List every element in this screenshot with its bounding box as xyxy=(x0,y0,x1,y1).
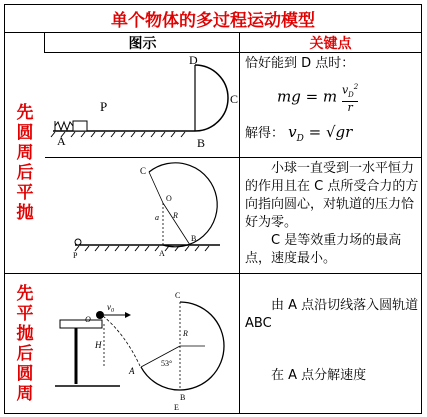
section-label-circle-then-projectile: 先 圆 周 后 平 抛 xyxy=(5,53,45,273)
label-A: A xyxy=(57,134,66,148)
header-figure: 图示 xyxy=(45,33,240,53)
label-a: a xyxy=(155,213,159,222)
figure-loop-horizontal-force xyxy=(45,158,239,272)
label-O: O xyxy=(85,315,91,324)
label-R: R xyxy=(173,211,178,220)
section-label-projectile-then-circle: 先 平 抛 后 圆 周 xyxy=(5,274,45,413)
row2-paragraph-1: 小球一直受到一水平恒力的作用且在 C 点所受合力的方向指向圆心，对轨道的压力恰好为零。 xyxy=(245,161,419,230)
label-v0: $v_0$ xyxy=(107,302,114,314)
header-key-points: 关键点 xyxy=(240,33,421,53)
figure-projectile-into-arc xyxy=(45,274,239,413)
label-angle: 53° xyxy=(161,359,173,368)
label-P: P xyxy=(73,251,78,260)
grid-line xyxy=(239,33,240,413)
row1-line1: 恰好能到 D 点时： xyxy=(245,56,355,71)
row3-line1: 由 A 点沿切线落入圆轨道 ABC xyxy=(245,298,419,331)
label-B: B xyxy=(180,393,186,402)
model-table xyxy=(4,4,422,414)
label-P: P xyxy=(100,99,108,114)
label-A: A xyxy=(129,366,135,376)
label-R: R xyxy=(183,329,188,338)
label-A: A xyxy=(159,249,165,258)
row1-line3: 解得： $v_D = √gr$ xyxy=(245,123,353,144)
label-O: O xyxy=(166,194,172,203)
label-C: C xyxy=(140,166,147,176)
label-C: C xyxy=(175,291,181,300)
table-title: 单个物体的多过程运动模型 xyxy=(5,5,421,33)
label-E: E xyxy=(174,403,179,412)
label-B: B xyxy=(191,234,197,243)
label-H: H xyxy=(95,340,102,350)
figure-track-semicircle xyxy=(45,53,239,157)
row1-formula-mg: mg = m $\frac{v_D^2}{r}$ xyxy=(277,83,359,114)
row3-line2: 在 A 点分解速度 xyxy=(271,368,367,383)
label-D: D xyxy=(189,53,198,67)
label-B: B xyxy=(197,136,206,150)
row2-paragraph-2: C 是等效重力场的最高点，速度最小。 xyxy=(245,233,402,266)
label-C: C xyxy=(230,92,239,106)
